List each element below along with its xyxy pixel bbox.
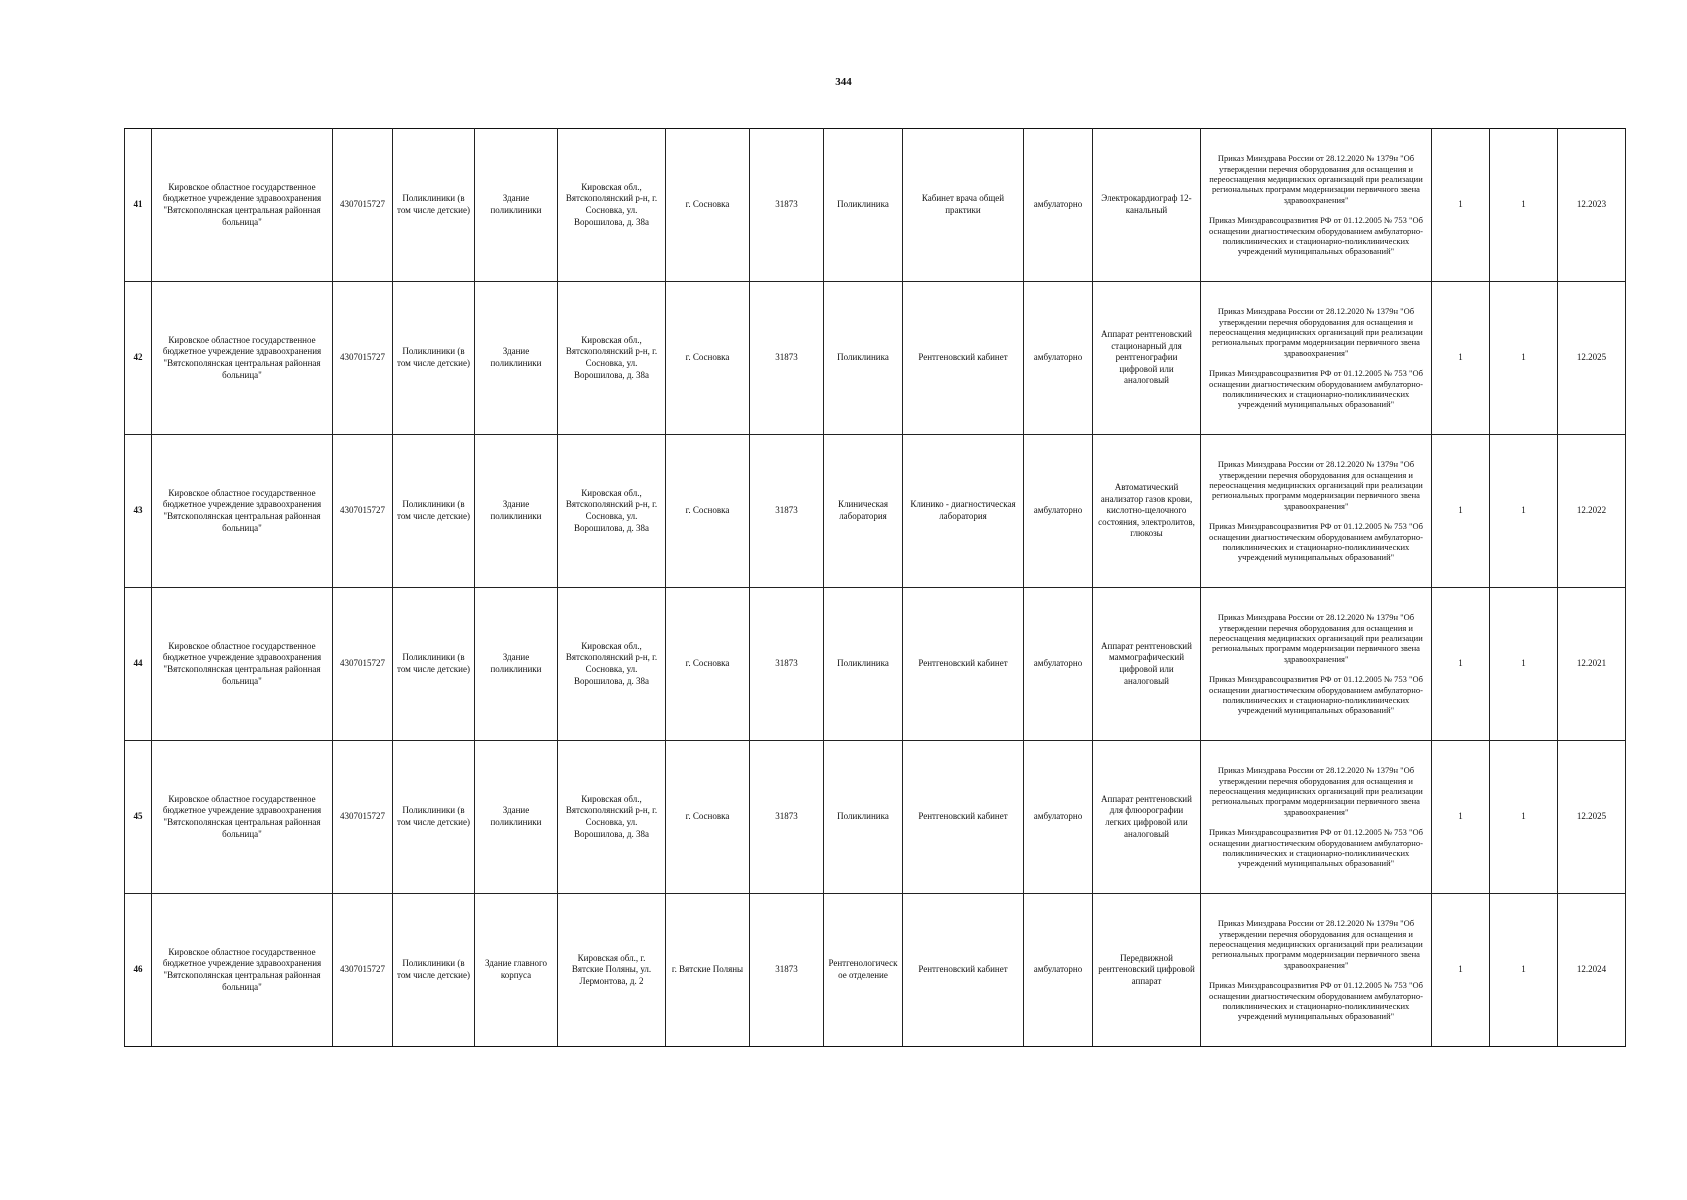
- date-cell: 12.2025: [1558, 741, 1626, 894]
- code-cell: 31873: [750, 894, 824, 1047]
- mode-cell: амбулаторно: [1024, 435, 1093, 588]
- regulation-order-1379n: Приказ Минздрава России от 28.12.2020 № 1379н "Об утверждении перечня оборудования для оснащения и переоснащения медицинских организаций при реализации региональных программ модернизации первичного звена здравоохранения": [1209, 306, 1423, 358]
- equipment-cell: Аппарат рентгеновский маммографический цифровой или аналоговый: [1093, 588, 1201, 741]
- mode-cell: амбулаторно: [1024, 129, 1093, 282]
- regulation-cell: [1201, 588, 1432, 741]
- organization-cell: Кировское областное государственное бюджетное учреждение здравоохранения "Вятскополянская центральная районная больница": [152, 282, 333, 435]
- regulation-cell: [1201, 435, 1432, 588]
- building-cell: Здание поликлиники: [475, 588, 558, 741]
- organization-cell: Кировское областное государственное бюджетное учреждение здравоохранения "Вятскополянская центральная районная больница": [152, 588, 333, 741]
- building-cell: Здание поликлиники: [475, 129, 558, 282]
- date-cell: 12.2021: [1558, 588, 1626, 741]
- mode-cell: амбулаторно: [1024, 282, 1093, 435]
- building-cell: Здание главного корпуса: [475, 894, 558, 1047]
- mode-cell: амбулаторно: [1024, 741, 1093, 894]
- unit-cell: Клиническая лаборатория: [824, 435, 903, 588]
- locality-cell: г. Сосновка: [666, 741, 750, 894]
- quantity-cell-2: 1: [1490, 894, 1558, 1047]
- date-cell: 12.2024: [1558, 894, 1626, 1047]
- locality-cell: г. Сосновка: [666, 282, 750, 435]
- regulation-order-753: Приказ Минздравсоцразвития РФ от 01.12.2005 № 753 "Об оснащении диагностическим оборудованием амбулаторно-поликлинических и стационарно-поликлинических учреждений муниципальных образований": [1209, 368, 1423, 410]
- locality-cell: г. Сосновка: [666, 588, 750, 741]
- facility-type-cell: Поликлиники (в том числе детские): [393, 588, 475, 741]
- regulation-cell: [1201, 282, 1432, 435]
- mode-cell: амбулаторно: [1024, 588, 1093, 741]
- organization-cell: Кировское областное государственное бюджетное учреждение здравоохранения "Вятскополянская центральная районная больница": [152, 894, 333, 1047]
- quantity-cell: 1: [1432, 282, 1490, 435]
- regulation-order-1379n: Приказ Минздрава России от 28.12.2020 № 1379н "Об утверждении перечня оборудования для оснащения и переоснащения медицинских организаций при реализации региональных программ модернизации первичного звена здравоохранения": [1209, 918, 1423, 970]
- quantity-cell-2: 1: [1490, 129, 1558, 282]
- address-cell: Кировская обл., Вятскополянский р-н, г. Сосновка, ул. Ворошилова, д. 38а: [558, 282, 666, 435]
- code-cell: 31873: [750, 129, 824, 282]
- address-cell: Кировская обл., Вятскополянский р-н, г. Сосновка, ул. Ворошилова, д. 38а: [558, 435, 666, 588]
- inn-cell: 4307015727: [333, 282, 393, 435]
- equipment-cell: Передвижной рентгеновский цифровой аппарат: [1093, 894, 1201, 1047]
- address-cell: Кировская обл., Вятскополянский р-н, г. Сосновка, ул. Ворошилова, д. 38а: [558, 741, 666, 894]
- locality-cell: г. Сосновка: [666, 129, 750, 282]
- quantity-cell-2: 1: [1490, 741, 1558, 894]
- regulation-order-753: Приказ Минздравсоцразвития РФ от 01.12.2005 № 753 "Об оснащении диагностическим оборудованием амбулаторно-поликлинических и стационарно-поликлинических учреждений муниципальных образований": [1209, 674, 1423, 716]
- quantity-cell-2: 1: [1490, 435, 1558, 588]
- facility-type-cell: Поликлиники (в том числе детские): [393, 282, 475, 435]
- code-cell: 31873: [750, 741, 824, 894]
- regulation-order-1379n: Приказ Минздрава России от 28.12.2020 № 1379н "Об утверждении перечня оборудования для оснащения и переоснащения медицинских организаций при реализации региональных программ модернизации первичного звена здравоохранения": [1209, 153, 1423, 205]
- quantity-cell-2: 1: [1490, 282, 1558, 435]
- regulation-cell: [1201, 894, 1432, 1047]
- organization-cell: Кировское областное государственное бюджетное учреждение здравоохранения "Вятскополянская центральная районная больница": [152, 129, 333, 282]
- row-number: 46: [125, 894, 152, 1047]
- row-number: 43: [125, 435, 152, 588]
- row-number: 45: [125, 741, 152, 894]
- locality-cell: г. Сосновка: [666, 435, 750, 588]
- regulation-order-1379n: Приказ Минздрава России от 28.12.2020 № 1379н "Об утверждении перечня оборудования для оснащения и переоснащения медицинских организаций при реализации региональных программ модернизации первичного звена здравоохранения": [1209, 459, 1423, 511]
- inn-cell: 4307015727: [333, 129, 393, 282]
- table-row: [125, 129, 1626, 282]
- quantity-cell: 1: [1432, 741, 1490, 894]
- quantity-cell: 1: [1432, 588, 1490, 741]
- row-number: 44: [125, 588, 152, 741]
- room-cell: Рентгеновский кабинет: [903, 588, 1024, 741]
- unit-cell: Поликлиника: [824, 741, 903, 894]
- inn-cell: 4307015727: [333, 741, 393, 894]
- regulation-cell: [1201, 129, 1432, 282]
- regulation-order-753: Приказ Минздравсоцразвития РФ от 01.12.2005 № 753 "Об оснащении диагностическим оборудованием амбулаторно-поликлинических и стационарно-поликлинических учреждений муниципальных образований": [1209, 980, 1423, 1022]
- inn-cell: 4307015727: [333, 435, 393, 588]
- room-cell: Рентгеновский кабинет: [903, 282, 1024, 435]
- regulation-order-753: Приказ Минздравсоцразвития РФ от 01.12.2005 № 753 "Об оснащении диагностическим оборудованием амбулаторно-поликлинических и стационарно-поликлинических учреждений муниципальных образований": [1209, 215, 1423, 257]
- quantity-cell: 1: [1432, 129, 1490, 282]
- regulation-order-753: Приказ Минздравсоцразвития РФ от 01.12.2005 № 753 "Об оснащении диагностическим оборудованием амбулаторно-поликлинических и стационарно-поликлинических учреждений муниципальных образований": [1209, 827, 1423, 869]
- table-row: [125, 282, 1626, 435]
- building-cell: Здание поликлиники: [475, 435, 558, 588]
- row-number: 42: [125, 282, 152, 435]
- inn-cell: 4307015727: [333, 588, 393, 741]
- regulation-order-1379n: Приказ Минздрава России от 28.12.2020 № 1379н "Об утверждении перечня оборудования для оснащения и переоснащения медицинских организаций при реализации региональных программ модернизации первичного звена здравоохранения": [1209, 612, 1423, 664]
- quantity-cell: 1: [1432, 435, 1490, 588]
- date-cell: 12.2023: [1558, 129, 1626, 282]
- code-cell: 31873: [750, 588, 824, 741]
- address-cell: Кировская обл., г. Вятские Поляны, ул. Лермонтова, д. 2: [558, 894, 666, 1047]
- code-cell: 31873: [750, 435, 824, 588]
- date-cell: 12.2022: [1558, 435, 1626, 588]
- regulation-cell: [1201, 741, 1432, 894]
- date-cell: 12.2025: [1558, 282, 1626, 435]
- address-cell: Кировская обл., Вятскополянский р-н, г. Сосновка, ул. Ворошилова, д. 38а: [558, 588, 666, 741]
- unit-cell: Поликлиника: [824, 129, 903, 282]
- equipment-cell: Аппарат рентгеновский стационарный для рентгенографии цифровой или аналоговый: [1093, 282, 1201, 435]
- room-cell: Кабинет врача общей практики: [903, 129, 1024, 282]
- address-cell: Кировская обл., Вятскополянский р-н, г. Сосновка, ул. Ворошилова, д. 38а: [558, 129, 666, 282]
- row-number: 41: [125, 129, 152, 282]
- locality-cell: г. Вятские Поляны: [666, 894, 750, 1047]
- facility-type-cell: Поликлиники (в том числе детские): [393, 435, 475, 588]
- inn-cell: 4307015727: [333, 894, 393, 1047]
- facility-type-cell: Поликлиники (в том числе детские): [393, 129, 475, 282]
- unit-cell: Рентгенологическое отделение: [824, 894, 903, 1047]
- facility-type-cell: Поликлиники (в том числе детские): [393, 894, 475, 1047]
- table-row: [125, 741, 1626, 894]
- equipment-cell: Автоматический анализатор газов крови, кислотно-щелочного состояния, электролитов, глюкозы: [1093, 435, 1201, 588]
- regulation-order-1379n: Приказ Минздрава России от 28.12.2020 № 1379н "Об утверждении перечня оборудования для оснащения и переоснащения медицинских организаций при реализации региональных программ модернизации первичного звена здравоохранения": [1209, 765, 1423, 817]
- building-cell: Здание поликлиники: [475, 741, 558, 894]
- quantity-cell-2: 1: [1490, 588, 1558, 741]
- building-cell: Здание поликлиники: [475, 282, 558, 435]
- equipment-table: [124, 128, 1626, 1047]
- room-cell: Клинико - диагностическая лаборатория: [903, 435, 1024, 588]
- page-number: 344: [835, 76, 852, 88]
- table-row: [125, 588, 1626, 741]
- room-cell: Рентгеновский кабинет: [903, 894, 1024, 1047]
- equipment-cell: Аппарат рентгеновский для флюорографии легких цифровой или аналоговый: [1093, 741, 1201, 894]
- table-row: [125, 435, 1626, 588]
- code-cell: 31873: [750, 282, 824, 435]
- equipment-cell: Электрокардиограф 12-канальный: [1093, 129, 1201, 282]
- facility-type-cell: Поликлиники (в том числе детские): [393, 741, 475, 894]
- organization-cell: Кировское областное государственное бюджетное учреждение здравоохранения "Вятскополянская центральная районная больница": [152, 435, 333, 588]
- organization-cell: Кировское областное государственное бюджетное учреждение здравоохранения "Вятскополянская центральная районная больница": [152, 741, 333, 894]
- unit-cell: Поликлиника: [824, 282, 903, 435]
- room-cell: Рентгеновский кабинет: [903, 741, 1024, 894]
- regulation-order-753: Приказ Минздравсоцразвития РФ от 01.12.2005 № 753 "Об оснащении диагностическим оборудованием амбулаторно-поликлинических и стационарно-поликлинических учреждений муниципальных образований": [1209, 521, 1423, 563]
- quantity-cell: 1: [1432, 894, 1490, 1047]
- table-row: [125, 894, 1626, 1047]
- mode-cell: амбулаторно: [1024, 894, 1093, 1047]
- unit-cell: Поликлиника: [824, 588, 903, 741]
